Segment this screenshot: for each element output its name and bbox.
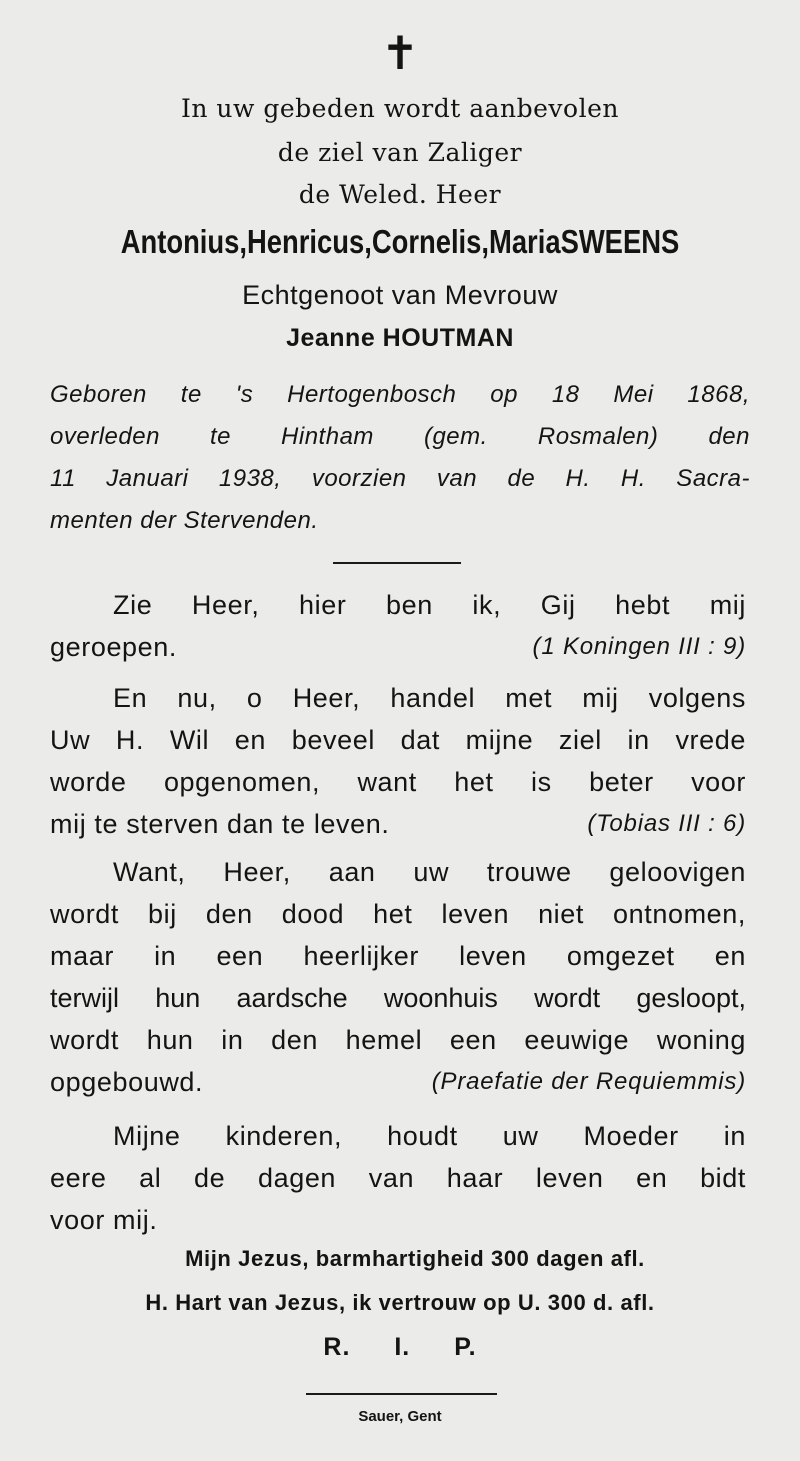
verse-4-line-1: Mijne kinderen, houdt uw Moeder in bbox=[113, 1121, 746, 1151]
verse-2-line-1: En nu, o Heer, handel met mij volgens bbox=[113, 683, 746, 713]
verse-1-text: geroepen. bbox=[50, 632, 178, 662]
header-line-1: In uw gebeden wordt aanbevolen bbox=[181, 94, 619, 123]
verse-3-line-4: terwijl hun aardsche woonhuis wordt gesloopt, bbox=[50, 983, 746, 1013]
verse-3-line-1: Want, Heer, aan uw trouwe geloovigen bbox=[113, 857, 746, 887]
deceased-name bbox=[68, 222, 732, 262]
indulgence-line-2: H. Hart van Jezus, ik vertrouw op U. 300 d. afl. bbox=[145, 1290, 655, 1315]
verse-4-line-2: eere al de dagen van haar leven en bidt bbox=[50, 1163, 746, 1193]
verse-4-line-3: voor mij. bbox=[50, 1205, 158, 1235]
verse-2-line-3: worde opgenomen, want het is beter voor bbox=[50, 767, 746, 797]
biography-line-3: 11 Januari 1938, voorzien van de H. H. Sacra- bbox=[50, 465, 750, 492]
verse-1-line-2 bbox=[50, 626, 746, 668]
verse-2-line-4 bbox=[50, 803, 746, 845]
verse-3-text: opgebouwd. bbox=[50, 1067, 204, 1097]
verse-3-line-6 bbox=[50, 1061, 746, 1103]
rip-p: P. bbox=[454, 1333, 477, 1361]
biography-line-2: overleden te Hintham (gem. Rosmalen) den bbox=[50, 423, 750, 450]
verse-3-line-2: wordt bij den dood het leven niet ontnomen, bbox=[50, 899, 746, 929]
spouse-name: Jeanne HOUTMAN bbox=[286, 324, 514, 352]
indulgence-line-1: Mijn Jezus, barmhartigheid 300 dagen afl. bbox=[185, 1246, 645, 1271]
header-line-2: de ziel van Zaliger bbox=[277, 138, 523, 167]
verse-1-line-1: Zie Heer, hier ben ik, Gij hebt mij bbox=[113, 590, 746, 620]
printer-credit: Sauer, Gent bbox=[358, 1408, 442, 1425]
deceased-given-names: Antonius,Henricus,Cornelis,Maria bbox=[120, 223, 561, 260]
header-line-3: de Weled. Heer bbox=[298, 180, 502, 209]
cross-icon: ✝ bbox=[380, 26, 420, 80]
verse-2-line-2: Uw H. Wil en beveel dat mijne ziel in vrede bbox=[50, 725, 746, 755]
rip-i: I. bbox=[394, 1333, 411, 1361]
divider-bottom bbox=[306, 1393, 497, 1395]
verse-1-reference: (1 Koningen III : 9) bbox=[532, 633, 746, 660]
verse-2-text: mij te sterven dan te leven. bbox=[50, 809, 390, 839]
rip-r: R. bbox=[323, 1333, 351, 1361]
verse-3-reference: (Praefatie der Requiemmis) bbox=[431, 1068, 746, 1095]
divider-top bbox=[333, 562, 461, 564]
biography-line-4: menten der Stervenden. bbox=[50, 507, 319, 534]
verse-3-line-3: maar in een heerlijker leven omgezet en bbox=[50, 941, 746, 971]
verse-2-reference: (Tobias III : 6) bbox=[587, 810, 746, 837]
deceased-surname: SWEENS bbox=[560, 223, 680, 260]
spouse-label: Echtgenoot van Mevrouw bbox=[242, 280, 558, 310]
verse-3-line-5: wordt hun in den hemel een eeuwige woning bbox=[50, 1025, 746, 1055]
biography-line-1: Geboren te 's Hertogenbosch op 18 Mei 1868, bbox=[50, 381, 750, 408]
rip-initials bbox=[0, 1332, 800, 1362]
